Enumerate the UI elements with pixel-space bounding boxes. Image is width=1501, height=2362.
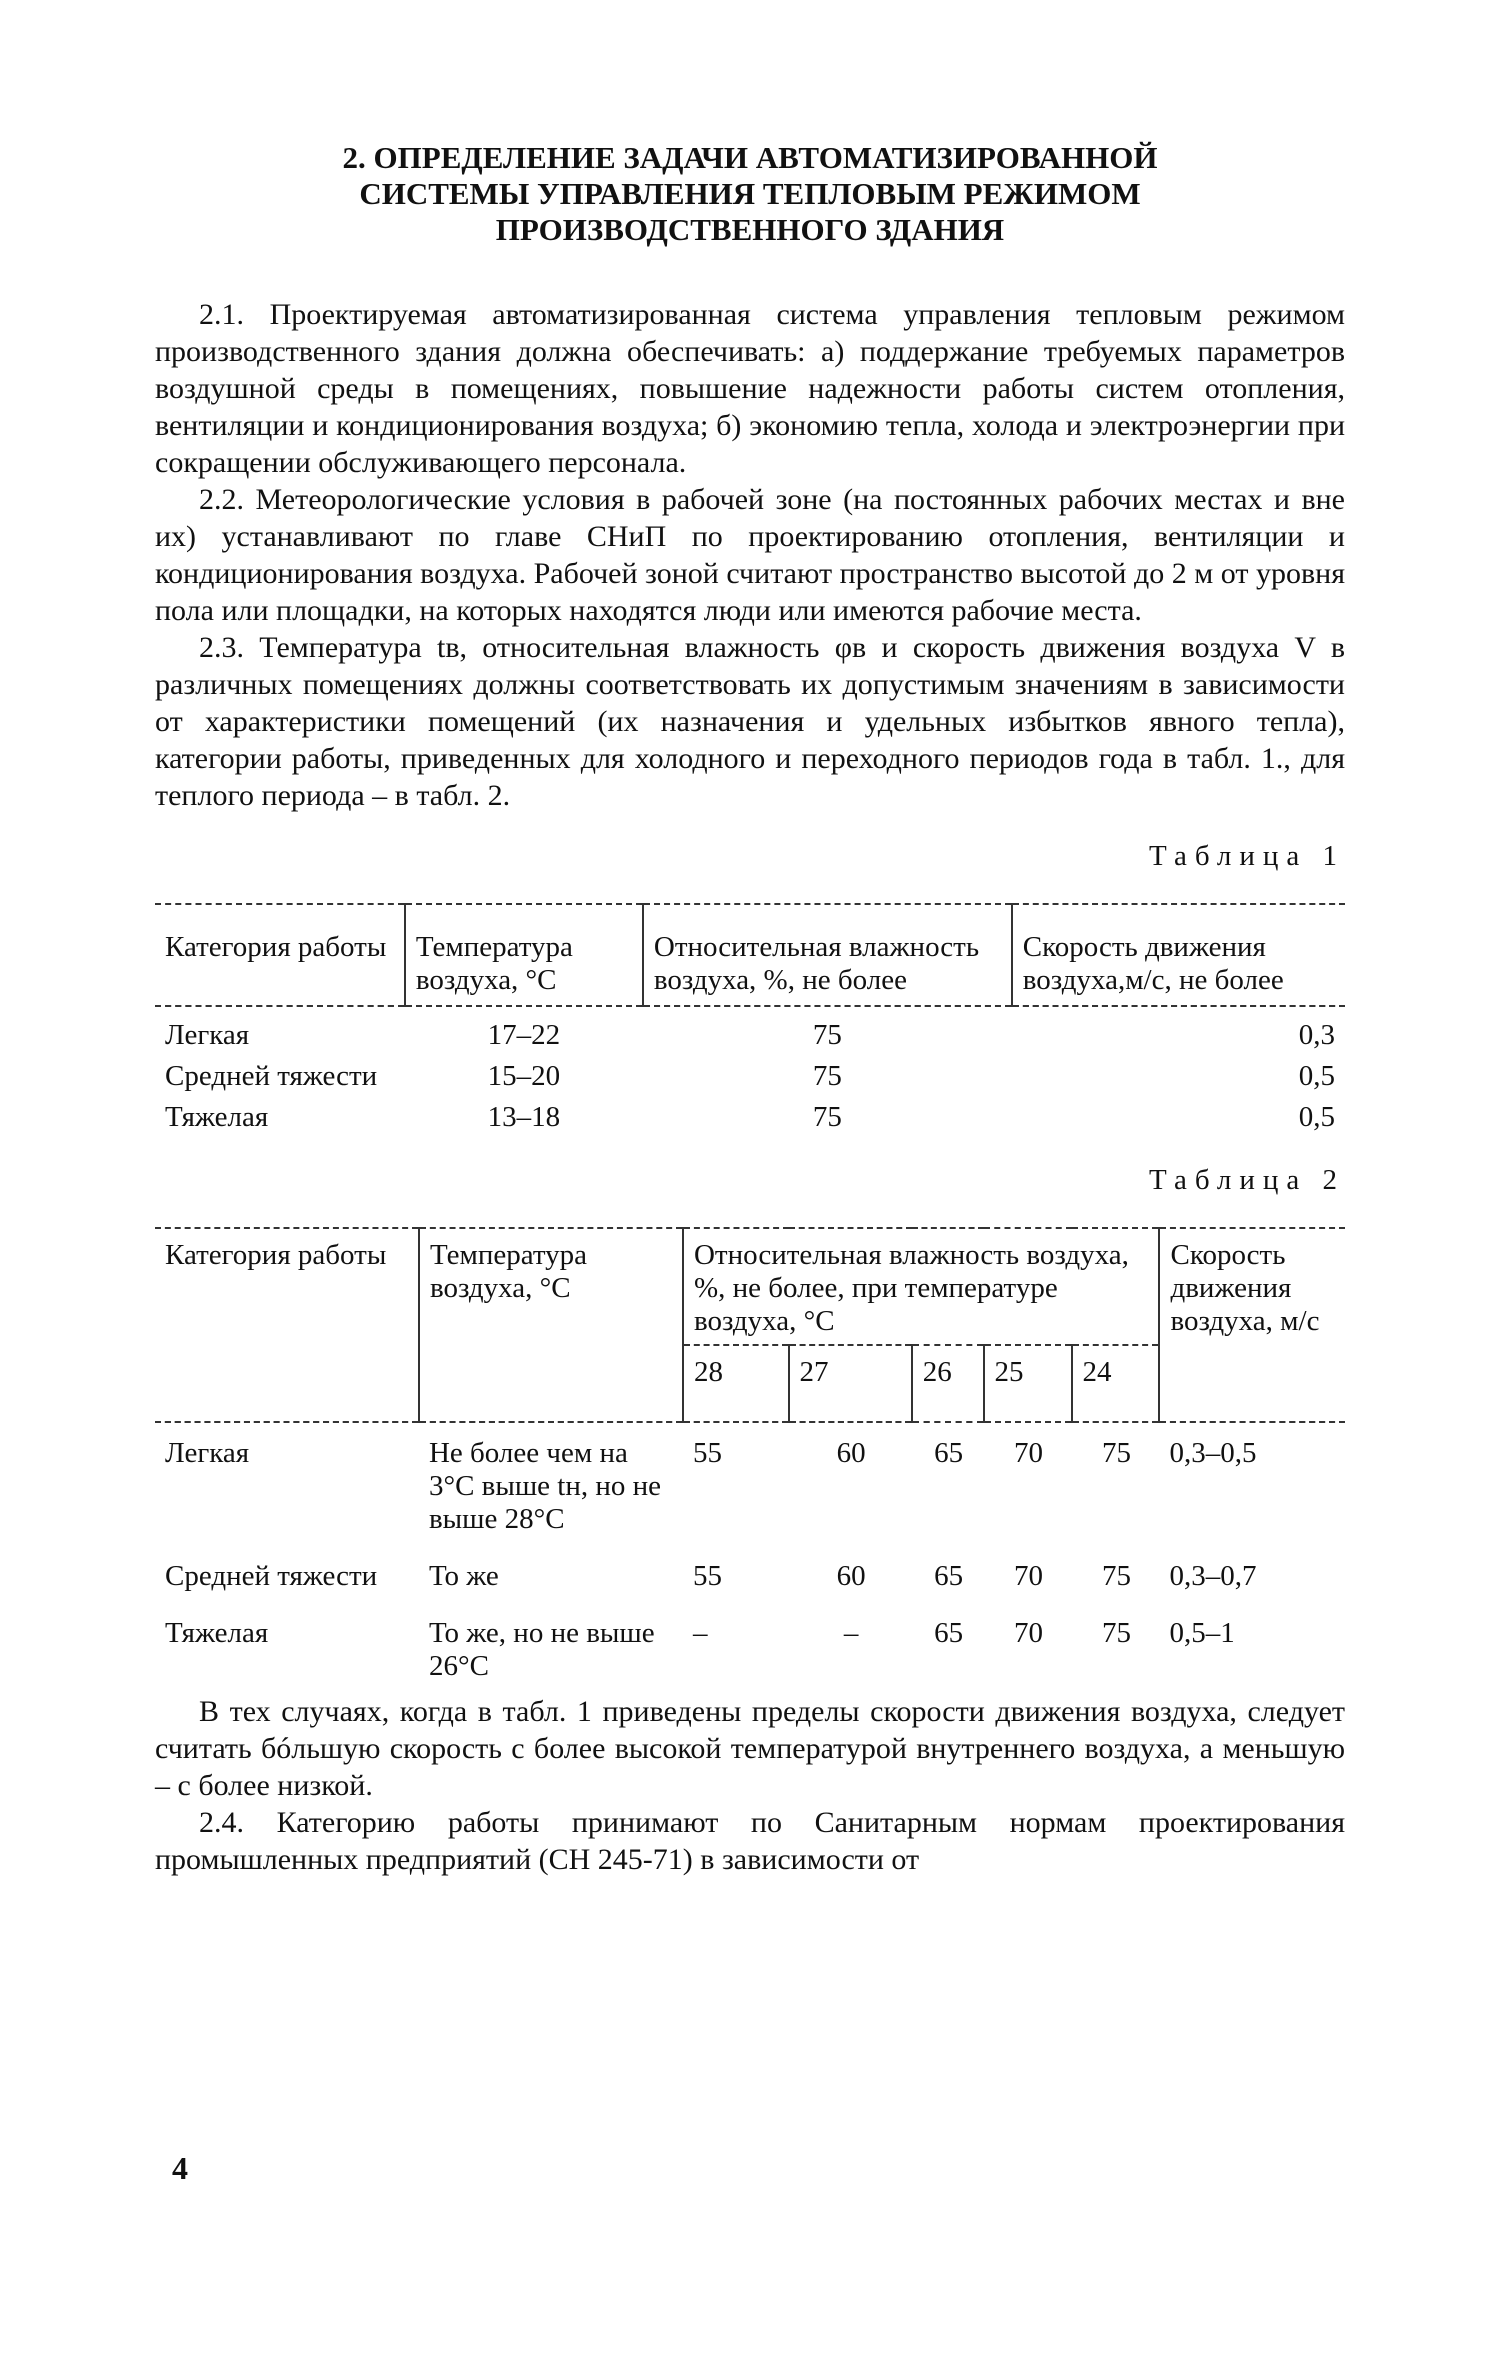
table-header-cell: Категория работы (165, 931, 387, 963)
table-cell: 75 (812, 1060, 842, 1092)
table-cell: 15–20 (487, 1060, 561, 1092)
table-cell: 0,3–0,7 (1169, 1560, 1257, 1592)
table-cell: 70 (1014, 1617, 1043, 1649)
table-cell: Тяжелая (165, 1617, 269, 1649)
table-row (155, 1097, 1345, 1138)
table-cell: – (692, 1617, 708, 1649)
table-subheader-cell: 28 (683, 1345, 789, 1422)
table-cell: 65 (934, 1560, 964, 1592)
table-cell: 0,5 (1298, 1101, 1335, 1133)
paragraph-note: В тех случаях, когда в табл. 1 приведены пределы скорости движения воздуха, следует считать бóльшую скорость с более высокой температурой внутреннего воздуха, а меньшую – с более низкой. (155, 1695, 1345, 1802)
table-subheader-cell: 24 (1072, 1345, 1160, 1422)
table-header-cell: Категория работы (165, 1239, 387, 1271)
table2-caption: Таблица 2 (1148, 1164, 1345, 1196)
table-row (155, 1006, 1345, 1056)
table-cell: 55 (692, 1560, 722, 1592)
section-title (155, 140, 1345, 248)
table-header-cell: Относительная влажность воздуха, %, не более (643, 904, 1012, 1006)
section-title-line: ПРОИЗВОДСТВЕННОГО ЗДАНИЯ (495, 212, 1005, 247)
table-cell: Тяжелая (165, 1101, 269, 1133)
table-cell: 65 (934, 1437, 964, 1469)
paragraph-2-3: 2.3. Температура tв, относительная влажность φв и скорость движения воздуха V в различных помещениях должны соответствовать их допустимым значениям в зависимости от характеристики помещений (их назначения и удельных избытков явного тепла), категории работы, приведенных для холодного и переходного периодов года в табл. 1., для теплого периода – в табл. 2. (155, 631, 1345, 812)
table-cell: 65 (934, 1617, 964, 1649)
table1-caption: Таблица 1 (1148, 840, 1345, 872)
table-row (155, 1056, 1345, 1097)
table-cell: Легкая (165, 1019, 250, 1051)
table-row (155, 1546, 1345, 1603)
table-cell: 0,3–0,5 (1169, 1437, 1257, 1469)
paragraph-2-2: 2.2. Метеорологические условия в рабочей зоне (на постоянных рабочих местах и вне их) устанавливают по главе СНиП по проектированию отопления, вентиляции и кондиционирования воздуха. Рабочей зоной считают пространство высотой до 2 м от уровня пола или площадки, на которых находятся люди или имеются рабочие места. (155, 483, 1345, 627)
table-cell: 17–22 (487, 1019, 561, 1051)
table-cell: То же, но не выше 26°С (428, 1617, 655, 1682)
table-header-cell: Температура воздуха, °С (405, 904, 643, 1006)
table-cell: 13–18 (487, 1101, 561, 1133)
table-cell: 60 (836, 1560, 866, 1592)
table-cell: 75 (1101, 1437, 1131, 1469)
section-title-line: СИСТЕМЫ УПРАВЛЕНИЯ ТЕПЛОВЫМ РЕЖИМОМ (359, 176, 1141, 211)
table-cell: 0,3 (1298, 1019, 1335, 1051)
table-header-cell: Относительная влажность воздуха, %, не более, при температуре воздуха, °С (683, 1228, 1160, 1345)
table-cell: 55 (692, 1437, 722, 1469)
table-cell: То же (428, 1560, 499, 1592)
table-subheader-cell: 25 (984, 1345, 1072, 1422)
paragraph-2-1: 2.1. Проектируемая автоматизированная система управления тепловым режимом производственного здания должна обеспечивать: а) поддержание требуемых параметров воздушной среды в помещениях, повышение надежности работы систем отопления, вентиляции и кондиционирования воздуха; б) экономию тепла, холода и электроэнергии при сокращении обслуживающего персонала. (155, 298, 1345, 479)
table-cell: 75 (812, 1101, 842, 1133)
table-row (155, 1422, 1345, 1546)
table-subheader-cell: 27 (789, 1345, 912, 1422)
page-content (155, 140, 1345, 1878)
table-cell: Средней тяжести (165, 1060, 378, 1092)
table-cell: 75 (1101, 1617, 1131, 1649)
table-cell: 0,5 (1298, 1060, 1335, 1092)
table-header-cell: Скорость движения воздуха,м/с, не более (1012, 904, 1345, 1006)
table-cell: Средней тяжести (165, 1560, 378, 1592)
table-cell: 70 (1014, 1560, 1043, 1592)
table-cell: 70 (1014, 1437, 1043, 1469)
table-cell: 60 (836, 1437, 866, 1469)
table-1 (155, 903, 1345, 1138)
table-cell: 0,5–1 (1169, 1617, 1235, 1649)
table-cell: Не более чем на 3°С выше tн, но не выше 28°С (428, 1437, 662, 1535)
table-cell: – (843, 1617, 859, 1649)
section-title-line: 2. ОПРЕДЕЛЕНИЕ ЗАДАЧИ АВТОМАТИЗИРОВАННОЙ (342, 140, 1158, 175)
table-row (155, 1603, 1345, 1693)
table-header-row (155, 904, 1345, 1006)
table-cell: 75 (1101, 1560, 1131, 1592)
table-cell: Легкая (165, 1437, 250, 1469)
page-number: 4 (172, 2150, 188, 2186)
table-header-row (155, 1228, 1345, 1345)
table-2 (155, 1227, 1345, 1693)
table-header-cell: Скорость движения воздуха, м/с (1159, 1228, 1345, 1422)
table-cell: 75 (812, 1019, 842, 1051)
table-header-cell: Температура воздуха, °С (419, 1228, 683, 1422)
paragraph-2-4: 2.4. Категорию работы принимают по Санитарным нормам проектирования промышленных предприятий (СН 245-71) в зависимости от (155, 1806, 1345, 1876)
table-subheader-cell: 26 (912, 1345, 984, 1422)
